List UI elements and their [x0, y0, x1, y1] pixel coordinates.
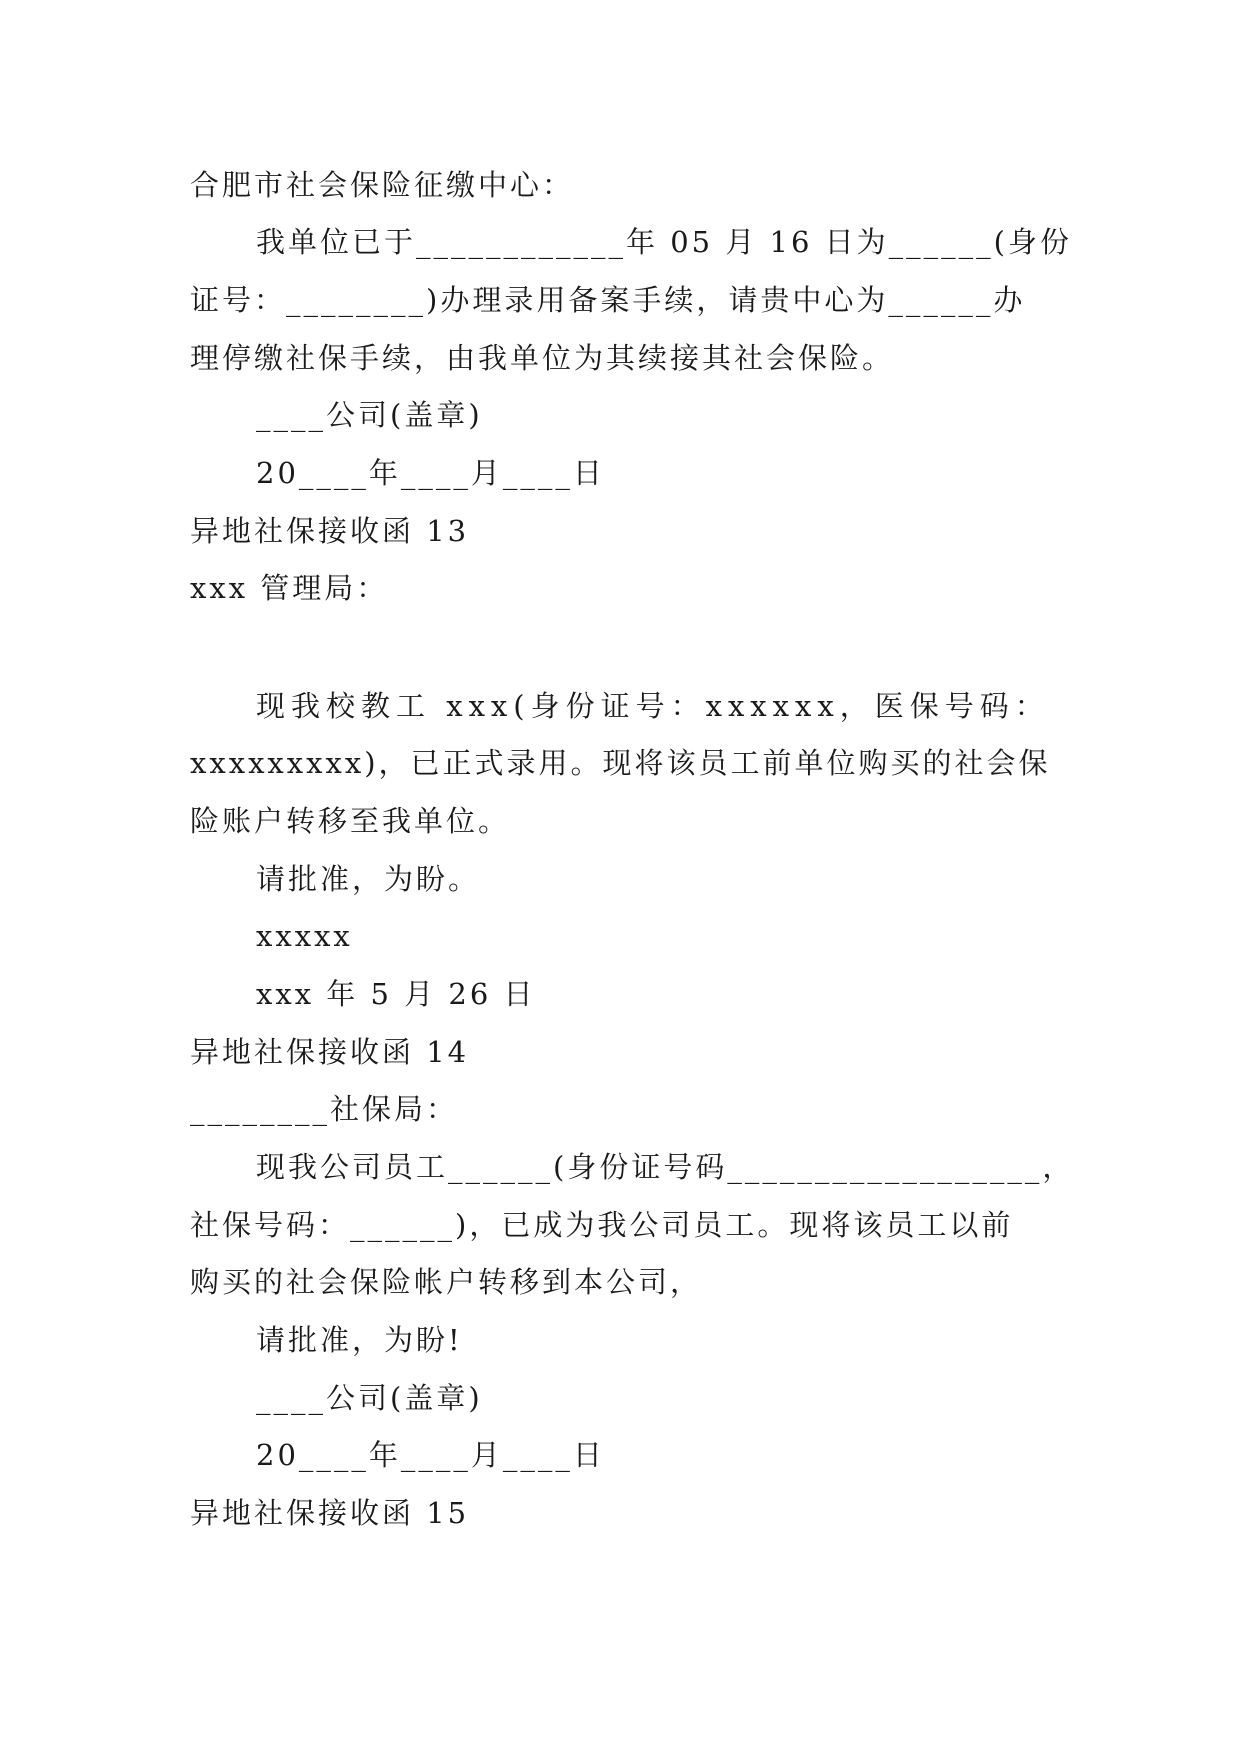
- letter-recipient: xxx 管理局：: [190, 571, 389, 605]
- letter-body-line: 险账户转移至我单位。: [190, 804, 511, 838]
- section-heading: 异地社保接收函 14: [190, 1035, 470, 1069]
- signature-line: xxxxx: [256, 919, 353, 953]
- date-line: 20____年____月____日: [256, 456, 605, 490]
- company-seal-line: ____公司(盖章): [256, 1381, 483, 1415]
- letter-body-line: 现我公司员工______(身份证号码__________________，: [256, 1150, 1075, 1184]
- letter-recipient: 合肥市社会保险征缴中心：: [190, 168, 575, 202]
- letter-body-line: xxxxxxxxx)，已正式录用。现将该员工前单位购买的社会保: [190, 746, 1051, 780]
- section-heading: 异地社保接收函 15: [190, 1496, 470, 1530]
- letter-recipient: ________社保局：: [190, 1092, 459, 1126]
- letter-body-line: 购买的社会保险帐户转移到本公司，: [190, 1265, 703, 1299]
- letter-body-line: 理停缴社保手续，由我单位为其续接其社会保险。: [190, 341, 895, 375]
- date-line: xxx 年 5 月 26 日: [256, 977, 536, 1011]
- closing-line: 请批准，为盼!: [256, 1323, 463, 1357]
- letter-body-line: 证号：________)办理录用备案手续，请贵中心为______办: [190, 283, 1026, 317]
- company-seal-line: ____公司(盖章): [256, 398, 483, 432]
- closing-line: 请批准，为盼。: [256, 862, 481, 896]
- section-heading: 异地社保接收函 13: [190, 514, 470, 548]
- letter-body-line: 社保号码：______)，已成为我公司员工。现将该员工以前: [190, 1208, 1014, 1242]
- letter-body-line: 现我校教工 xxx(身份证号：xxxxxx，医保号码：: [256, 689, 1050, 723]
- date-line: 20____年____月____日: [256, 1438, 605, 1472]
- letter-body-line: 我单位已于____________年 05 月 16 日为______(身份: [256, 225, 1072, 259]
